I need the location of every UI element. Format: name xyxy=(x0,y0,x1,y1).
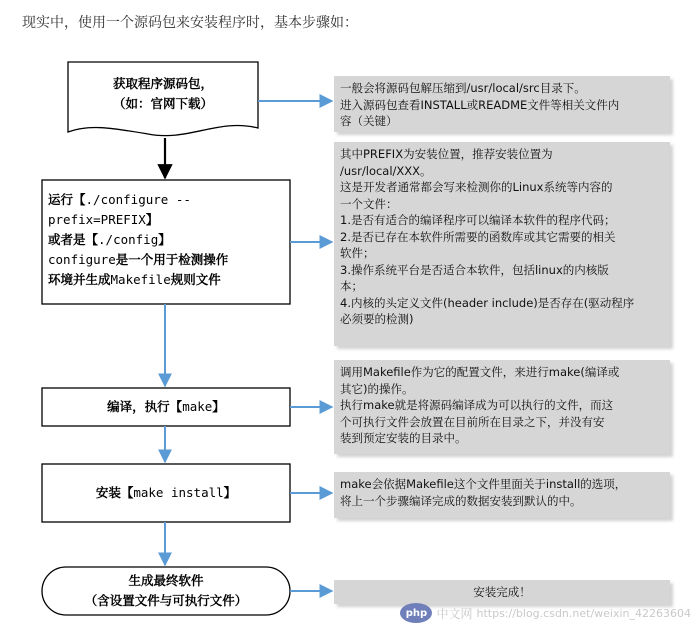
install-step-cmd: make install xyxy=(133,485,224,500)
fetch-step-line2: （如：官网下载） xyxy=(112,96,213,111)
make-step-cmd: make xyxy=(182,399,213,414)
watermark xyxy=(400,603,691,623)
configure-text-2b: 】 xyxy=(145,212,159,227)
configure-note-line: 必须要的检测) xyxy=(340,312,414,326)
finish-step xyxy=(42,569,290,613)
install-note-line: 将上一个步骤编译完成的数据安装到默认的中。 xyxy=(340,493,582,508)
install-note xyxy=(334,472,670,518)
configure-note-line: 4.内核的头定义文件(header include)是否存在(驱动程序 xyxy=(340,295,635,310)
configure-text-5a: 环境并生成 xyxy=(48,272,111,287)
configure-note-line: 这是开发者通常都会写来检测你的Linux系统等内容的 xyxy=(340,180,613,194)
fetch-note-line: 容（关键） xyxy=(340,114,398,128)
configure-text-1b: ./configure -- xyxy=(85,192,191,207)
configure-text-4a: configure xyxy=(48,252,116,267)
configure-note-line: 1.是否有适合的编译程序可以编译本软件的程序代码； xyxy=(340,213,616,227)
finish-note-text: 安装完成！ xyxy=(473,584,531,599)
configure-text-4b: 是一个用于检测操作 xyxy=(115,252,229,267)
make-note-line: 个可执行文件会放置在目前所在目录之下，并没有安 xyxy=(340,414,605,429)
finish-step-line2: （含设置文件与可执行文件） xyxy=(84,593,248,608)
intro-text: 现实中，使用一个源码包来安装程序时，基本步骤如： xyxy=(22,15,358,31)
make-note-line: 调用Makefile作为它的配置文件，来进行make(编译或 xyxy=(340,365,620,379)
finish-note xyxy=(334,580,670,604)
configure-text-3c: 】 xyxy=(158,232,171,247)
configure-note-line: 软件； xyxy=(340,246,375,260)
fetch-note-line: 一般会将源码包解压缩到/usr/local/src目录下。 xyxy=(340,81,586,95)
install-step-prefix: 安装【 xyxy=(95,485,134,500)
install-step-suffix: 】 xyxy=(223,485,237,500)
php-logo-icon: php xyxy=(400,603,432,623)
make-note-line: 装到预定安装的目录中。 xyxy=(340,431,467,445)
make-note-line: 执行make就是将源码编译成为可以执行的文件，而这 xyxy=(340,398,614,412)
fetch-step xyxy=(68,66,258,122)
make-step xyxy=(42,388,290,426)
configure-note-line: 2.是否已存在本软件所需要的函数库或其它需要的相关 xyxy=(340,229,616,244)
configure-step xyxy=(48,190,288,290)
make-note-line: 其它)的操作。 xyxy=(340,381,414,396)
make-note xyxy=(334,360,670,454)
configure-note-line: /usr/local/XXX。 xyxy=(340,163,432,178)
configure-note-line: 本； xyxy=(340,279,363,293)
configure-note-line: 其中PREFIX为安装位置，推荐安装位置为 xyxy=(340,147,553,161)
configure-text-3a: 或者是【 xyxy=(48,232,99,247)
configure-note-line: 一个文件： xyxy=(340,196,398,211)
configure-text-3b: ./config xyxy=(98,232,159,247)
fetch-note xyxy=(334,76,670,132)
configure-text-5b: Makefile xyxy=(110,272,171,287)
make-step-suffix: 】 xyxy=(212,399,225,414)
watermark-site: 中文网 xyxy=(436,606,473,621)
configure-note xyxy=(334,142,670,346)
configure-note-line: 3.操作系统平台是否适合本软件，包括linux的内核版 xyxy=(340,262,609,277)
fetch-note-line: 进入源码包查看INSTALL或README文件等相关文件内 xyxy=(340,97,620,112)
configure-text-2a: prefix=PREFIX xyxy=(48,212,146,227)
install-step xyxy=(42,464,290,522)
watermark-url: https://blog.csdn.net/weixin_42263604 xyxy=(476,606,691,620)
finish-step-line1: 生成最终软件 xyxy=(128,573,204,588)
configure-text-5c: 规则文件 xyxy=(170,272,221,287)
fetch-step-line1: 获取程序源码包， xyxy=(112,76,213,91)
install-note-line: make会依据Makefile这个文件里面关于install的选项， xyxy=(340,477,627,491)
configure-text-1a: 运行【 xyxy=(48,192,86,207)
make-step-prefix: 编译，执行【 xyxy=(107,399,183,414)
